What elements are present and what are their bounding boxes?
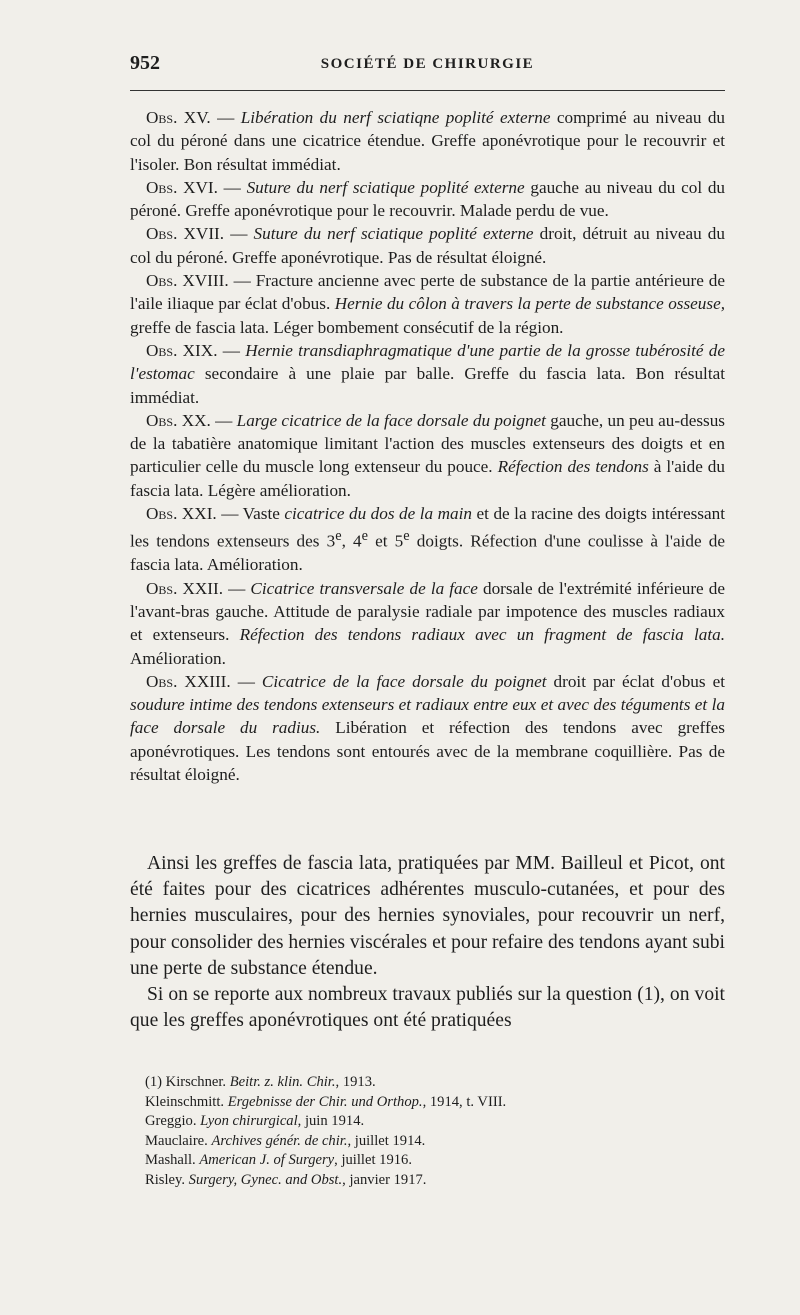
page-header xyxy=(130,50,725,82)
footnote-item: Greggio. Lyon chirurgical, juin 1914. xyxy=(145,1113,365,1130)
footnotes xyxy=(145,1073,705,1191)
observation-xv: Obs. XV. — Libération du nerf sciatiqne poplité externe comprimé au niveau du col du péroné dans une cicatrice étendue. Greffe aponévrotique pour le recouvrir et l'isoler. Bon résultat immédiat. xyxy=(130,108,726,174)
observation-xix: Obs. XIX. — Hernie transdiaphragmatique d'une partie de la grosse tubérosité de l'estomac secondaire à une plaie par balle. Greffe du fascia lata. Bon résultat immédiat. xyxy=(130,340,726,407)
footnote-item: Mashall. American J. of Surgery, juillet 1916. xyxy=(145,1152,412,1169)
observation-xxi: Obs. XXI. — Vaste cicatrice du dos de la main et de la racine des doigts intéressant les tendons extenseurs des 3e, 4e et 5e doigts. Réfection d'une coulisse à l'aide de fascia lata. Amélioration. xyxy=(130,504,726,575)
observation-xx: Obs. XX. — Large cicatrice de la face dorsale du poignet gauche, un peu au-dessus de la tabatière anatomique limitant l'action des muscles extenseurs des doigts et en particulier celle du muscle long extenseur du pouce. Réfection des tendons à l'aide du fascia lata. Légère amélioration. xyxy=(130,410,725,500)
observation-xvi: Obs. XVI. — Suture du nerf sciatique poplité externe gauche au niveau du col du péroné. Greffe aponévrotique pour le recouvrir. Malade perdu de vue. xyxy=(130,177,726,221)
observation-xxiii: Obs. XXIII. — Cicatrice de la face dorsale du poignet droit par éclat d'obus et soudure intime des tendons extenseurs et radiaux entre eux et avec des téguments et la face dorsale du radius. Libération et réfection des tendons avec greffes aponévrotiques. Les tendons sont entourés avec de la membrane coquillière. Pas de résultat éloigné. xyxy=(130,671,725,785)
running-title: SOCIÉTÉ DE CHIRURGIE xyxy=(320,56,535,72)
footnote-item: Kleinschmitt. Ergebnisse der Chir. und Orthop., 1914, t. VIII. xyxy=(145,1093,507,1110)
observation-xviii: Obs. XVIII. — Fracture ancienne avec perte de substance de la partie antérieure de l'aile iliaque par éclat d'obus. Hernie du côlon à travers la perte de substance osseuse, greffe de fascia lata. Léger bombement consécutif de la région. xyxy=(130,271,725,337)
page-number: 952 xyxy=(130,52,160,74)
main-text xyxy=(130,851,725,1034)
observation-xvii: Obs. XVII. — Suture du nerf sciatique poplité externe droit, détruit au niveau du col du péroné. Greffe aponévrotique. Pas de résultat éloigné. xyxy=(130,224,725,267)
footnote-item: Risley. Surgery, Gynec. and Obst., janvier 1917. xyxy=(145,1171,427,1188)
observation-xxii: Obs. XXII. — Cicatrice transversale de la face dorsale de l'extrémité inférieure de l'avant-bras gauche. Attitude de paralysie radiale par impotence des muscles radiaux et extenseurs. Réfection des tendons radiaux avec un fragment de fascia lata. Amélioration. xyxy=(130,578,725,668)
observations-list xyxy=(130,106,725,786)
header-rule xyxy=(130,90,725,91)
footnote-item: (1) Kirschner. Beitr. z. klin. Chir., 1913. xyxy=(145,1074,376,1090)
footnote-item: Mauclaire. Archives génér. de chir., juillet 1914. xyxy=(145,1132,426,1149)
body-paragraph-2: Si on se reporte aux nombreux travaux publiés sur la question (1), on voit que les greffes aponévrotiques ont été pratiquées xyxy=(130,984,725,1032)
body-paragraph-1: Ainsi les greffes de fascia lata, pratiquées par MM. Bailleul et Picot, ont été faites pour des cicatrices adhérentes musculo-cutanées, et pour des hernies musculaires, pour des hernies synoviales, pour recouvrir un nerf, pour consolider des hernies viscérales et pour refaire des tendons ayant subi une perte de substance étendue. xyxy=(130,853,725,979)
